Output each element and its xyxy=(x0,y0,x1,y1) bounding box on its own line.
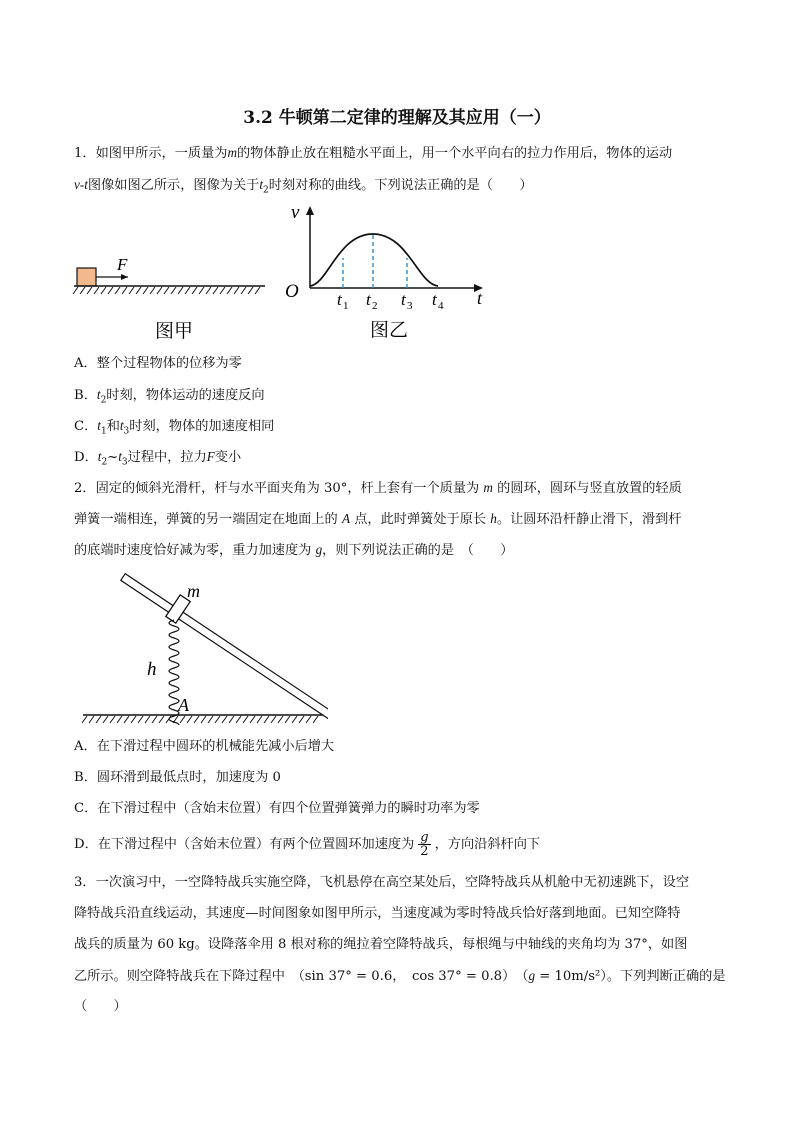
svg-text:4: 4 xyxy=(438,300,444,312)
vt-curve xyxy=(310,234,438,286)
v-axis-arrowhead xyxy=(306,206,314,215)
q1-option-b: B．$t_2$时刻，物体运动的速度反向 xyxy=(74,387,265,406)
q1-figure-jia xyxy=(70,240,270,345)
q1-t-symbol: t xyxy=(259,177,264,192)
origin-label: O xyxy=(285,281,299,302)
q1-vt-symbol: v-t xyxy=(74,177,88,192)
q1-option-a: A．整个过程物体的位移为零 xyxy=(74,356,242,371)
mass-label: m xyxy=(187,581,200,601)
svg-text:3: 3 xyxy=(407,300,413,312)
q1-mass-symbol: m xyxy=(227,145,237,160)
svg-text:t: t xyxy=(337,290,342,309)
svg-text:t: t xyxy=(401,290,406,309)
q1-stem-line2 xyxy=(74,175,533,201)
q3-stem-line3: 战兵的质量为 60 kg。设降落伞用 8 根对称的绳拉着空降特战兵，每根绳与中轴线的夹角均为 37°，如图 xyxy=(74,937,688,952)
q1-text: 的物体静止放在粗糙水平面上，用一个水平向右的拉力作用后，物体的运动 xyxy=(236,146,673,161)
svg-text:t: t xyxy=(366,290,371,309)
q2-stem-line3: 的底端时速度恰好减为零，重力加速度为 g，则下列说法正确的是 （ ） xyxy=(74,542,514,558)
page-title: 3.2 牛顿第二定律的理解及其应用（一） xyxy=(243,108,551,128)
tick-t4 xyxy=(432,290,444,312)
t-axis-label: t xyxy=(477,288,483,308)
q2-option-a: A．在下滑过程中圆环的机械能先减小后增大 xyxy=(74,739,335,754)
q1-text: 图像如图乙所示，图像为关于 xyxy=(87,178,260,193)
q1-stem-line1 xyxy=(74,143,672,164)
v-axis-label: v xyxy=(291,202,300,223)
height-label: h xyxy=(147,659,157,680)
q1-option-c: C．$t_1$和$t_3$时刻，物体的加速度相同 xyxy=(74,418,275,437)
q2-option-b: B．圆环滑到最低点时，加速度为 0 xyxy=(74,770,281,785)
fraction-g-over-2: $\frac{g}{2}$ xyxy=(420,829,429,859)
block-shape xyxy=(77,268,96,286)
ground-hatch xyxy=(82,716,318,723)
svg-text:1: 1 xyxy=(343,300,349,312)
figure-caption-yi: 图乙 xyxy=(370,320,409,341)
inclined-rod xyxy=(121,574,328,725)
q1-text: 时刻对称的曲线。下列说法正确的是（ ） xyxy=(268,178,533,193)
tick-t1 xyxy=(337,290,349,312)
force-label: F xyxy=(117,255,128,274)
q2-stem-line2: 弹簧一端相连，弹簧的另一端固定在地面上的 A 点，此时弹簧处于原长 h。让圆环沿杆静止滑下，滑到杆 xyxy=(74,511,682,527)
figure-caption-jia: 图甲 xyxy=(155,321,194,342)
ground-hatch xyxy=(73,287,260,294)
tick-t3 xyxy=(401,290,413,312)
svg-text:2: 2 xyxy=(372,300,378,312)
q2-option-c: C．在下滑过程中（含始末位置）有四个位置弹簧弹力的瞬时功率为零 xyxy=(74,801,480,816)
q2-figure xyxy=(78,565,328,725)
tick-t2 xyxy=(366,290,378,312)
q1-text: 1．如图甲所示，一质量为 xyxy=(74,146,228,161)
q1-option-d: D．$t_2\sim t_3$过程中，拉力F变小 xyxy=(74,449,242,468)
force-arrowhead xyxy=(121,274,128,280)
q1-sub: 2 xyxy=(263,185,269,196)
q2-option-d: D．在下滑过程中（含始末位置）有两个位置圆环加速度为 $\frac{g}{2}$ ，方向沿斜杆向下 xyxy=(74,829,541,859)
point-a-label: A xyxy=(178,695,189,715)
q2-stem-line1: 2．固定的倾斜光滑杆，杆与水平面夹角为 30°，杆上套有一个质量为 m 的圆环，圆环与竖直放置的轻质 xyxy=(74,480,682,496)
q3-stem-line1: 3．一次演习中，一空降特战兵实施空降，飞机悬停在高空某处后，空降特战兵从机舱中无初速跳下，设空 xyxy=(74,875,690,890)
q1-figure-yi xyxy=(280,198,495,346)
q3-stem-line4: 乙所示。则空降特战兵在下降过程中 （sin 37° = 0.6， cos 37° = 0.8） （g = 10m/s²）。下列判断正确的是 xyxy=(74,968,726,984)
q3-stem-line5: （ ） xyxy=(74,999,127,1014)
svg-text:t: t xyxy=(432,290,437,309)
q3-stem-line2: 降特战兵沿直线运动，其速度—时间图象如图甲所示，当速度减为零时特战兵恰好落到地面。已知空降特 xyxy=(74,906,681,921)
